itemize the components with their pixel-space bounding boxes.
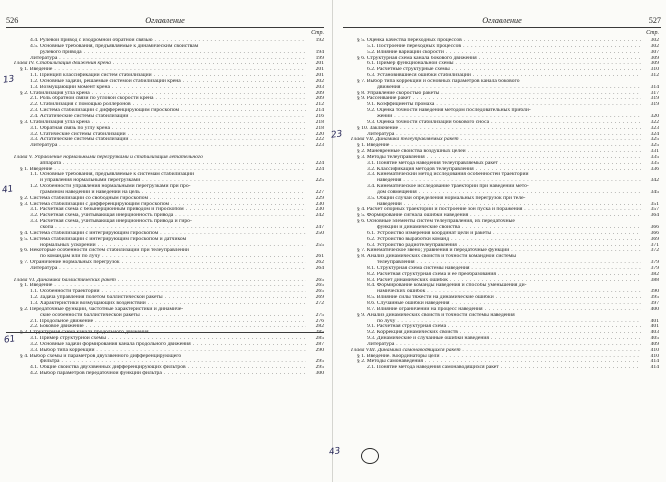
toc-entry-title: 3.5. Общий случай определения нормальных перегрузок при теле- (367, 195, 526, 201)
toc-entry-page: 300 (308, 371, 324, 377)
right-toc (343, 38, 659, 371)
toc-entry-page: 201 (308, 73, 324, 79)
toc-entry-page: 264 (308, 266, 324, 272)
toc-entry-title: § 6. Некоторые особенности систем стабилизации при телеуправлении (20, 248, 189, 254)
toc-entry-page: 265 (308, 289, 324, 295)
toc-entry-page: 409 (643, 342, 659, 348)
toc-entry-title: и управления нормальными перегрузками . . . (40, 178, 306, 184)
toc-entry-page: 295 (308, 359, 324, 365)
toc-entry-title: § 3. Методы телеуправления . . . (357, 155, 641, 161)
left-rule-1 (6, 332, 324, 333)
toc-entry-page: 201 (308, 61, 324, 67)
toc-entry-page: 331 (643, 149, 659, 155)
toc-entry-page: 230 (308, 202, 324, 208)
toc-entry-title: § 2. Стабилизация угла крена . . . (20, 91, 306, 97)
toc-entry-page: 366 (643, 231, 659, 237)
toc-entry-page: 272 (308, 301, 324, 307)
toc-entry-title: § 8. Управление скоростью ракеты . . . (357, 91, 641, 97)
toc-entry-title: телеуправления . . . (377, 260, 641, 266)
toc-entry-page: 282 (308, 324, 324, 330)
toc-entry-page: 261 (308, 254, 324, 260)
toc-entry-title: 3.2. Расчетная схема, учитывающая инерционность привода . . . (30, 213, 306, 219)
toc-entry-title: 2.3. Система стабилизации с дифференцирующим гироскопом . . . (30, 108, 306, 114)
toc-entry-page: 342 (643, 178, 659, 184)
right-page-column-label: Стр. (646, 30, 659, 36)
left-page-number: 526 (6, 16, 19, 25)
toc-entry-title: наведении . . . (377, 202, 641, 208)
toc-entry-title: 1.2. Особенности управления нормальными перегрузками при про- (30, 184, 191, 190)
toc-entry-title: § 2. Система стабилизации со свободным гироскопом . . . (20, 196, 306, 202)
toc-entry-title: Глава V. Управление нормальными перегрузками и стабилизация летательного (14, 154, 203, 160)
toc-entry-title: 8.7. Влияние ограничений на процесс наведения . . . (367, 307, 641, 313)
toc-entry-page: 325 (643, 137, 659, 143)
toc-entry-page: 410 (643, 354, 659, 360)
toc-entry-page: 295 (308, 365, 324, 371)
toc-entry-page: 401 (643, 319, 659, 325)
toc-row (343, 365, 659, 371)
toc-entry-page: 395 (643, 295, 659, 301)
toc-entry-title: 3.3. Астатические системы стабилизации . . . (30, 137, 306, 143)
toc-entry-title: 2.1. Продольное движение . . . (30, 319, 306, 325)
toc-entry-page: 320 (643, 114, 659, 120)
toc-entry-page: 414 (643, 365, 659, 371)
toc-entry-page: 364 (643, 213, 659, 219)
toc-entry-page: 371 (643, 243, 659, 249)
toc-entry-page: 287 (308, 342, 324, 348)
toc-entry-title: 3.1. Обратная связь по углу крена . . . (30, 126, 306, 132)
handwritten-note-13: 13 (2, 74, 16, 86)
toc-entry-title: § 4. Система стабилизации с интегрирующим гироскопом . . . (20, 231, 306, 237)
toc-entry-page: 414 (643, 359, 659, 365)
toc-entry-title: скопа . . . (40, 225, 306, 231)
toc-entry-page: 309 (643, 61, 659, 67)
toc-entry-page: 307 (643, 50, 659, 56)
left-header-title: Оглавление (145, 16, 185, 25)
toc-entry-title: § 5. Оценка качества переходных процессов . . . (357, 38, 641, 44)
toc-entry-page: 325 (643, 143, 659, 149)
toc-entry-page: 230 (308, 207, 324, 213)
toc-entry-title: Литература . . . (367, 132, 641, 138)
toc-entry-page: 351 (643, 202, 659, 208)
toc-entry-page: 194 (308, 50, 324, 56)
toc-entry-title: 8.2. Расчетная структурная схема и ее преобразования . . . (367, 272, 641, 278)
toc-entry-title: наведения . . . (377, 178, 641, 184)
toc-entry-page: 400 (643, 307, 659, 313)
toc-entry-page: 357 (643, 207, 659, 213)
toc-entry-title: 9.3. Динамические и случайные ошибки наведения . . . (367, 336, 641, 342)
toc-entry-page: 302 (643, 38, 659, 44)
toc-entry-title: § 8. Анализ динамических свойств и точности командной системы (357, 254, 517, 260)
toc-entry-page: 201 (308, 67, 324, 73)
toc-entry-title: 8.1. Структурная схема системы наведения . . . (367, 266, 641, 272)
toc-entry-title: намических ошибок . . . (377, 289, 641, 295)
toc-entry-title: 1.1. Особенности траекторий . . . (30, 289, 306, 295)
toc-entry-page: 317 (643, 91, 659, 97)
toc-entry-title: § 7. Выбор типа коррекции и основных параметров канала бокового (357, 78, 520, 84)
toc-entry-page: 397 (643, 301, 659, 307)
toc-entry-title: Глава VI. Динамика баллистических ракет . . . (14, 278, 306, 284)
toc-entry-title: Литература . . . (30, 143, 306, 149)
right-page (328, 0, 666, 482)
toc-entry-page: 202 (308, 79, 324, 85)
toc-entry-title: 9.2. Коррекция динамических свойств . . . (367, 330, 641, 336)
toc-entry-page: 218 (308, 126, 324, 132)
toc-row (6, 371, 324, 377)
toc-entry-title: аппарата . . . (40, 161, 306, 167)
toc-entry-title: 2.4. Астатические системы стабилизации . . . (30, 114, 306, 120)
toc-entry-title: 6.2. Устройство выработки команд . . . (367, 237, 641, 243)
toc-entry-title: Глава VIII. Динамика самонаводящихся ракет . . . (351, 348, 641, 354)
toc-entry-page: 379 (643, 266, 659, 272)
toc-entry-page: 220 (308, 132, 324, 138)
toc-entry-title: § 4. Выбор схемы и параметров двухзвенного дифференцирующего (20, 353, 182, 359)
toc-entry-page: 302 (643, 44, 659, 50)
toc-entry-title: 5.1. Построение переходных процессов . . . (367, 44, 641, 50)
toc-entry-page: 319 (643, 96, 659, 102)
toc-entry-page: 212 (308, 102, 324, 108)
toc-entry-title: 3.1. Расчетная схема с безынерционным приводом и гироскопом . . . (30, 207, 306, 213)
toc-entry-title: 2.2. Боковое движение . . . (30, 324, 306, 330)
toc-entry-page: 265 (308, 283, 324, 289)
toc-entry-title: § 1. Введение . . . (20, 283, 306, 289)
toc-entry-title: § 3. Система стабилизации с дифференцирующим гироскопом . . . (20, 202, 306, 208)
toc-entry-title: 1.3. Характеристики возмущающих воздействий . . . (30, 301, 306, 307)
toc-entry-title: функции и динамические свойства . . . (377, 225, 641, 231)
toc-entry-title: 1.1. Принцип классификации систем стабилизации . . . (30, 73, 306, 79)
toc-entry-page: 324 (643, 132, 659, 138)
handwritten-note-41: 41 (1, 184, 15, 196)
toc-entry-page: 310 (643, 67, 659, 73)
toc-entry-title: § 9. Рассеивание ракет . . . (357, 96, 641, 102)
toc-entry-title: § 4. Расчет опорных траекторий и построение зон пуска и поражения . . . (357, 207, 641, 213)
toc-entry-title: Литература . . . (30, 56, 306, 62)
toc-entry-page: 276 (308, 319, 324, 325)
toc-entry-title: 3.3. Выбор типа коррекции . . . (30, 348, 306, 354)
toc-entry-page: 336 (643, 167, 659, 173)
toc-entry-page: 345 (643, 190, 659, 196)
toc-entry-title: 3.1. Пример структурной схемы . . . (30, 336, 306, 342)
toc-entry-page: 218 (308, 120, 324, 126)
toc-entry-title: Литература . . . (367, 342, 641, 348)
toc-entry-title: § 1. Введение . . . (20, 167, 306, 173)
toc-entry-title: ские особенности баллистической ракеты . . . (40, 313, 306, 319)
toc-entry-page: 227 (308, 190, 324, 196)
toc-entry-title: § 2. Методы самонаведения . . . (357, 359, 641, 365)
toc-entry-title: 1.2. Основные задачи, решаемые системой стабилизации крена . . . (30, 79, 306, 85)
toc-entry-title: 6.3. Установившиеся ошибки стабилизации . . . (367, 73, 641, 79)
toc-entry-title: нормальных ускорений . . . (40, 243, 306, 249)
toc-entry-title: Глава IV. Стабилизация движения крена . . . (14, 61, 306, 67)
toc-entry-page: 209 (308, 96, 324, 102)
left-toc (6, 38, 324, 377)
toc-entry-page: 405 (643, 336, 659, 342)
toc-entry-page: 224 (308, 167, 324, 173)
toc-entry-title: § 5. Формирование сигнала ошибки наведения . . . (357, 213, 641, 219)
toc-entry-title: 3.2. Основные задачи формирования канала продольного движения . . . (30, 342, 306, 348)
toc-entry-page: 314 (643, 85, 659, 91)
toc-entry-title: 4.1. Общие свойства двухзвенных дифференцирующих фильтров . . . (30, 365, 306, 371)
toc-entry-page: 222 (308, 137, 324, 143)
toc-entry-title: 2.1. Роль обратной связи по угловой скорости крена . . . (30, 96, 306, 102)
handwritten-note-43: 43 (328, 446, 342, 458)
toc-entry-title: по лучу . . . (377, 319, 641, 325)
toc-entry-title: 1.2. Задача управления полетом баллистической ракеты . . . (30, 295, 306, 301)
toc-entry-page: 382 (643, 272, 659, 278)
toc-entry-title: граммном наведении и наведении на цель . . . (40, 190, 306, 196)
toc-entry-title: § 2. Передаточные функции, частотные характеристики и динамиче- (20, 306, 184, 312)
toc-entry-title: 6.3. Устройство радиотелеуправления . . . (367, 243, 641, 249)
toc-entry-title: 6.1. Пример функциональной схемы . . . (367, 61, 641, 67)
toc-entry-title: 6.1. Устройство измерения координат цели и ракеты . . . (367, 231, 641, 237)
toc-entry-title: § 9. Анализ динамических свойств и точности системы наведения (357, 312, 515, 318)
toc-entry-page: 403 (643, 330, 659, 336)
toc-entry-title: 3.4. Кинематическое исследование траекторий при наведении мето- (367, 184, 529, 190)
toc-entry-page: 319 (643, 102, 659, 108)
toc-entry-page: 366 (643, 225, 659, 231)
toc-entry-page: 225 (308, 178, 324, 184)
toc-entry-title: дом совмещения . . . (377, 190, 641, 196)
toc-entry-page: 312 (643, 73, 659, 79)
toc-entry-title: по командам или по лучу . . . (40, 254, 306, 260)
toc-entry-title: рулевого привода . . . (40, 50, 306, 56)
toc-entry-title: движения . . . (377, 85, 641, 91)
toc-entry-page: 379 (643, 260, 659, 266)
toc-entry-page: 372 (643, 248, 659, 254)
toc-entry-title: 4.5. Основные требования, предъявляемые к динамическим свойствам (30, 43, 199, 49)
toc-entry-title: 3.2. Статические системы стабилизации . . . (30, 132, 306, 138)
left-header-rule (6, 27, 324, 28)
toc-entry-page: 275 (308, 313, 324, 319)
toc-entry-page: 322 (643, 120, 659, 126)
toc-entry-title: 8.4. Формирование команды наведения и способы уменьшения ди- (367, 283, 527, 289)
handwritten-circle-mark (361, 448, 379, 464)
toc-entry-title: жений . . . (377, 114, 641, 120)
toc-entry-page: 199 (308, 56, 324, 62)
toc-entry-title: 3.1. Понятие метода наведения телеуправляемых ракет . . . (367, 161, 641, 167)
toc-entry-title: 9.1. Коэффициенты промаха . . . (367, 102, 641, 108)
toc-entry-title: 4.4. Рулевой привод с изодромной обратной связью . . . (30, 38, 306, 44)
toc-entry-title: § 1. Введение . . . (357, 143, 641, 149)
toc-entry-title: 2.1. Понятие метода наведения самонаводящихся ракет . . . (367, 365, 641, 371)
toc-entry-title: 2.2. Стабилизация с помощью роллеронов . . . (30, 102, 306, 108)
toc-entry-title: 8.5. Влияние силы тяжести на динамические ошибки . . . (367, 295, 641, 301)
toc-entry-page: 323 (643, 126, 659, 132)
toc-entry-page: 265 (308, 278, 324, 284)
toc-entry-title: 4.2. Выбор параметров передаточной функции фильтра . . . (30, 371, 306, 377)
toc-entry-title: 9.3. Оценка точности стабилизации бокового сноса . . . (367, 120, 641, 126)
toc-entry-title: § 3. Стабилизация угла крена . . . (20, 120, 306, 126)
toc-entry-page: 388 (643, 278, 659, 284)
toc-entry-title: 8.6. Случайные ошибки наведения . . . (367, 301, 641, 307)
toc-entry-title: Глава VII. Динамика телеуправляемых ракет . . . (351, 137, 641, 143)
toc-entry-title: 3.3. Кинематический метод исследования особенностей траектории (367, 172, 529, 178)
toc-entry-page: 335 (643, 155, 659, 161)
toc-entry-title: § 7. Ограничение нормальных перегрузок . . . (20, 260, 306, 266)
toc-entry-page: 224 (308, 161, 324, 167)
right-header-title: Оглавление (482, 16, 522, 25)
toc-entry-title: фильтра . . . (40, 359, 306, 365)
toc-entry-page: 209 (308, 91, 324, 97)
toc-entry-page: 410 (643, 348, 659, 354)
toc-entry-page: 290 (308, 348, 324, 354)
toc-entry-page: 203 (308, 85, 324, 91)
right-header-rule (343, 27, 661, 28)
toc-entry-title: § 6. Основные элементы систем телеуправления, их передаточные (357, 219, 515, 225)
toc-entry-title: 9.2. Оценка точности наведения методом последовательных прибли- (367, 108, 531, 114)
toc-entry-page: 214 (308, 108, 324, 114)
toc-entry-page: 242 (308, 213, 324, 219)
toc-entry-title: § 7. Кинематическое звено; уравнения и передаточные функции . . . (357, 248, 641, 254)
toc-entry-title: § 1. Введение . . . (20, 67, 306, 73)
toc-entry-title: 8.3. Расчет динамических ошибок . . . (367, 278, 641, 284)
toc-entry-page: 255 (308, 243, 324, 249)
toc-entry-title: 5.2. Влияние вариаций скорости . . . (367, 50, 641, 56)
handwritten-note-23: 23 (330, 129, 344, 141)
toc-entry-page: 369 (643, 237, 659, 243)
toc-entry-page: 335 (643, 161, 659, 167)
toc-entry-page: 262 (308, 260, 324, 266)
toc-entry-title: Литература . . . (30, 266, 306, 272)
toc-entry-page: 229 (308, 196, 324, 202)
toc-entry-page: 285 (308, 336, 324, 342)
toc-entry-title: § 2. Маневренные свойства воздушных целей . . . (357, 149, 641, 155)
toc-entry-page: 269 (308, 295, 324, 301)
toc-entry-page: 216 (308, 114, 324, 120)
toc-entry-title: 1.1. Основные требования, предъявляемые к системам стабилизации (30, 172, 195, 178)
toc-entry-page: 250 (308, 231, 324, 237)
toc-entry-page: 390 (643, 289, 659, 295)
toc-entry-title: 1.3. Возмущающий момент крена . . . (30, 85, 306, 91)
toc-entry-title: § 10. Заключение . . . (357, 126, 641, 132)
toc-entry-title: 3.2. Классификация методов телеуправления . . . (367, 167, 641, 173)
left-page-column-label: Стр. (311, 30, 324, 36)
toc-entry-title: § 1. Введение. Координаторы цели . . . (357, 354, 641, 360)
toc-entry-page: 401 (643, 324, 659, 330)
toc-entry-page: 223 (308, 143, 324, 149)
toc-entry-title: 6.2. Расчетные структурные схемы . . . (367, 67, 641, 73)
toc-entry-title: § 6. Структурная схема канала бокового движения . . . (357, 56, 641, 62)
toc-entry-title: 9.1. Расчетная структурная схема . . . (367, 324, 641, 330)
toc-entry-page: 247 (308, 225, 324, 231)
toc-entry-page: 309 (643, 56, 659, 62)
toc-entry-page: 192 (308, 38, 324, 44)
handwritten-note-61: 61 (3, 334, 17, 346)
toc-entry-title: § 5. Система стабилизации с интегрирующим гироскопом и датчиком (20, 236, 187, 242)
right-page-number: 527 (648, 16, 661, 25)
toc-entry-title: 3.3. Расчетная схема, учитывающая инерционность привода и гиро- (30, 219, 192, 225)
